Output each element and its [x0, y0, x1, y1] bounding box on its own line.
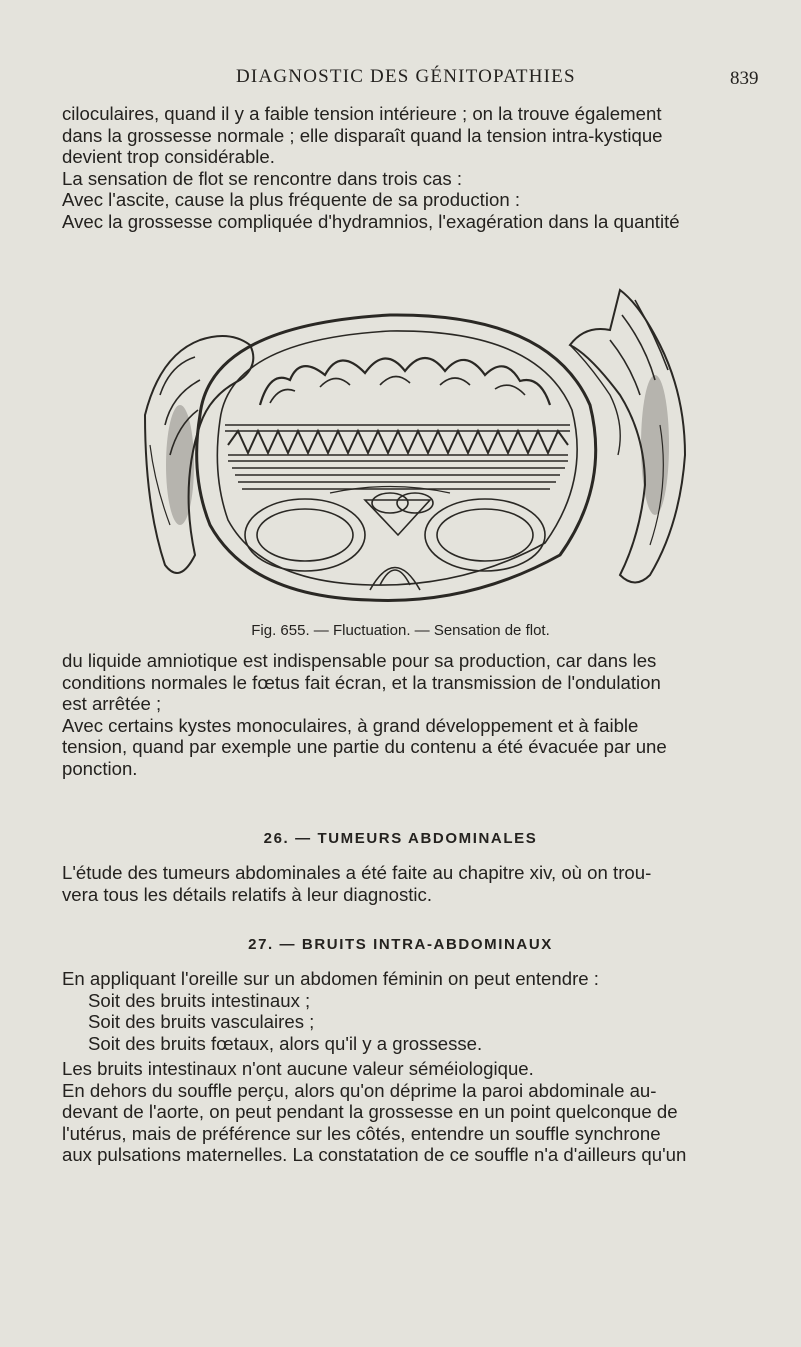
text-line: La sensation de flot se rencontre dans trois cas :	[62, 167, 462, 189]
section-heading-27: 27. — BRUITS INTRA-ABDOMINAUX	[248, 936, 553, 953]
text-line: En dehors du souffle perçu, alors qu'on déprime la paroi abdominale au-	[62, 1079, 657, 1101]
fluctuation-figure	[140, 285, 700, 615]
section27-paragraph	[62, 968, 770, 1166]
text-line: l'utérus, mais de préférence sur les côtés, entendre un souffle synchrone	[62, 1122, 661, 1144]
text-line: Avec certains kystes monoculaires, à grand développement et à faible	[62, 714, 639, 736]
text-line: Les bruits intestinaux n'ont aucune valeur séméiologique.	[62, 1058, 534, 1079]
text-line: L'étude des tumeurs abdominales a été faite au chapitre xiv, où on trou-	[62, 862, 652, 883]
text-line: vera tous les détails relatifs à leur diagnostic.	[62, 883, 432, 905]
text-line: En appliquant l'oreille sur un abdomen féminin on peut entendre :	[62, 968, 599, 989]
section26-paragraph	[62, 862, 770, 905]
text-line: devient trop considérable.	[62, 146, 275, 167]
text-line: dans la grossesse normale ; elle disparaît quand la tension intra-kystique	[62, 124, 663, 146]
after-figure-paragraph	[62, 650, 770, 779]
text-line: ponction.	[62, 757, 138, 779]
intro-paragraph	[62, 103, 770, 232]
text-line: est arrêtée ;	[62, 693, 162, 714]
text-line: devant de l'aorte, on peut pendant la grossesse en un point quelconque de	[62, 1101, 678, 1122]
running-title: DIAGNOSTIC DES GÉNITOPATHIES	[236, 66, 576, 87]
list-item: Soit des bruits vasculaires ;	[88, 1011, 315, 1032]
list-item: Soit des bruits fœtaux, alors qu'il y a grossesse.	[88, 1032, 483, 1054]
page-number: 839	[730, 68, 759, 89]
text-line: Avec la grossesse compliquée d'hydramnios, l'exagération dans la quantité	[62, 210, 680, 232]
text-line: conditions normales le fœtus fait écran, et la transmission de l'ondulation	[62, 671, 661, 693]
text-line: ciloculaires, quand il y a faible tension intérieure ; on la trouve également	[62, 103, 662, 124]
text-line: du liquide amniotique est indispensable pour sa production, car dans les	[62, 650, 657, 671]
text-line: Avec l'ascite, cause la plus fréquente de sa production :	[62, 189, 520, 210]
section-heading-26: 26. — TUMEURS ABDOMINALES	[263, 830, 538, 847]
abdomen-cross-section-illustration	[140, 285, 700, 615]
text-line: aux pulsations maternelles. La constatation de ce souffle n'a d'ailleurs qu'un	[62, 1144, 687, 1165]
figure-caption: Fig. 655. — Fluctuation. — Sensation de flot.	[251, 622, 550, 639]
text-line: tension, quand par exemple une partie du contenu a été évacuée par une	[62, 736, 667, 757]
list-item: Soit des bruits intestinaux ;	[88, 989, 311, 1011]
